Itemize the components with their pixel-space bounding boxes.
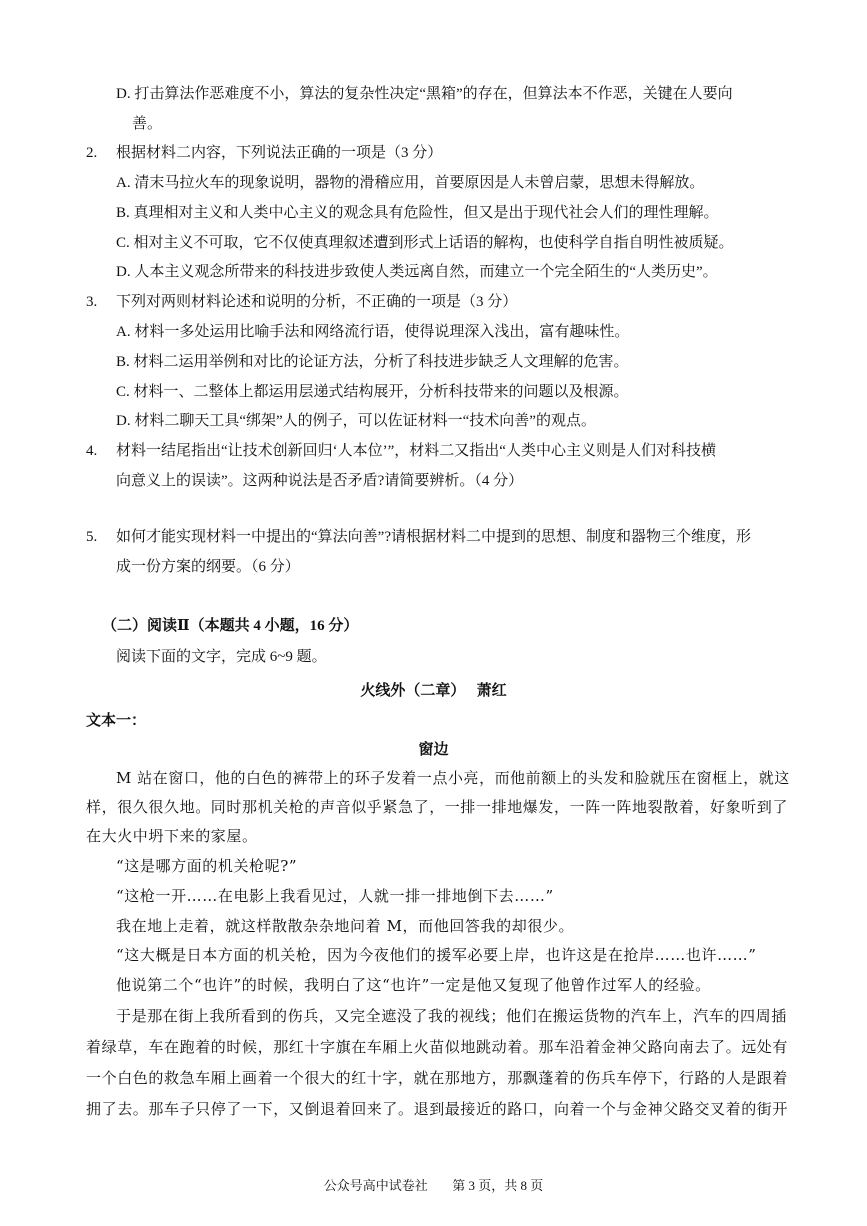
q3-option-b: B. 材料二运用举例和对比的论证方法，分析了科技进步缺乏人文理解的危害。 (116, 354, 629, 370)
passage-line: 在大火中坍下来的家屋。 (86, 827, 258, 845)
passage-line: 他说第二个“也许”的时候，我明白了这“也许”一定是他又复现了他曾作过军人的经验。 (116, 976, 711, 994)
q4-number: 4. (86, 443, 98, 459)
q4-line2: 向意义上的误读”。这两种说法是否矛盾?请简要辨析。（4 分） (116, 473, 524, 489)
q4-line1: 材料一结尾指出“让技术创新回归‘人本位’”，材料二又指出“人类中心主义则是人们对科技横 (116, 443, 716, 459)
passage-line: 我在地上走着，就这样散散杂杂地问着 M，而他回答我的却很少。 (116, 917, 575, 935)
q2-stem: 根据材料二内容，下列说法正确的一项是（3 分） (116, 145, 443, 161)
page-number: 第 3 页，共 8 页 (452, 1178, 544, 1193)
q1-option-d-line1: D. 打击算法作恶难度不小，算法的复杂性决定“黑箱”的存在，但算法本不作恶，关键在人要向 (116, 86, 733, 102)
page-footer (0, 1175, 867, 1194)
passage-title: 火线外（二章） 萧红 (360, 683, 507, 699)
q2-number: 2. (86, 145, 98, 161)
text-label: 文本一： (86, 713, 147, 729)
passage-line: “这枪一开……在电影上我看见过，人就一排一排地倒下去……” (116, 887, 554, 905)
passage-line: “这大概是日本方面的机关枪，因为今夜他们的援军必要上岸，也许这是在抢岸……也许……” (116, 946, 757, 964)
q5-number: 5. (86, 529, 98, 545)
q2-option-b: B. 真理相对主义和人类中心主义的观念具有危险性，但又是出于现代社会人们的理性理解。 (116, 205, 719, 221)
section-heading: （二）阅读Ⅱ（本题共 4 小题，16 分） (102, 618, 359, 634)
footer-source: 公众号高中试卷社 (323, 1178, 428, 1193)
q2-option-a: A. 清末马拉火车的现象说明，器物的滑稽应用，首要原因是人未曾启蒙，思想未得解放。 (116, 175, 705, 191)
passage-line: 拥了去。那车子只停了一下，又倒退着回来了。退到最接近的路口，向着一个与金神父路交叉着的街开 (86, 1100, 789, 1118)
section-instruction: 阅读下面的文字，完成 6~9 题。 (116, 649, 327, 665)
q3-stem: 下列对两则材料论述和说明的分析，不正确的一项是（3 分） (116, 294, 518, 310)
q3-number: 3. (86, 294, 98, 310)
passage-line: M 站在窗口，他的白色的裤带上的环子发着一点小亮，而他前额上的头发和脸就压在窗框上，就这 (116, 769, 790, 787)
q2-option-c: C. 相对主义不可取，它不仅使真理叙述遭到形式上话语的解构，也使科学自指自明性被质疑。 (116, 235, 734, 251)
passage-line: “这是哪方面的机关枪呢?” (116, 857, 298, 875)
q3-option-d: D. 材料二聊天工具“绑架”人的例子，可以佐证材料一“技术向善”的观点。 (116, 413, 596, 429)
q3-option-c: C. 材料一、二整体上都运用层递式结构展开，分析科技带来的问题以及根源。 (116, 384, 629, 400)
q1-option-d-line2: 善。 (132, 116, 163, 132)
q5-line1: 如何才能实现材料一中提出的“算法向善”?请根据材料二中提到的思想、制度和器物三个维度，形 (116, 529, 751, 545)
passage-line: 着绿草，车在跑着的时候，那红十字旗在车厢上火苗似地跳动着。那车沿着金神父路向南去了。远处有 (86, 1038, 789, 1056)
passage-line: 一个白色的救急车厢上画着一个很大的红十字，就在那地方，那飘蓬着的伤兵车停下，行路的人是跟着 (86, 1069, 789, 1087)
q3-option-a: A. 材料一多处运用比喻手法和网络流行语，使得说理深入浅出，富有趣味性。 (116, 324, 630, 340)
q2-option-d: D. 人本主义观念所带来的科技进步致使人类远离自然，而建立一个完全陌生的“人类历史”。 (116, 264, 718, 280)
q5-line2: 成一份方案的纲要。（6 分） (116, 559, 300, 575)
passage-line: 于是那在街上我所看到的伤兵，又完全遮没了我的视线；他们在搬运货物的汽车上，汽车的四周插 (116, 1007, 787, 1025)
chapter-title: 窗边 (418, 742, 449, 758)
passage-line: 样，很久很久地。同时那机关枪的声音似乎紧急了，一排一排地爆发，一阵一阵地裂散着，好象听到了 (86, 798, 789, 816)
